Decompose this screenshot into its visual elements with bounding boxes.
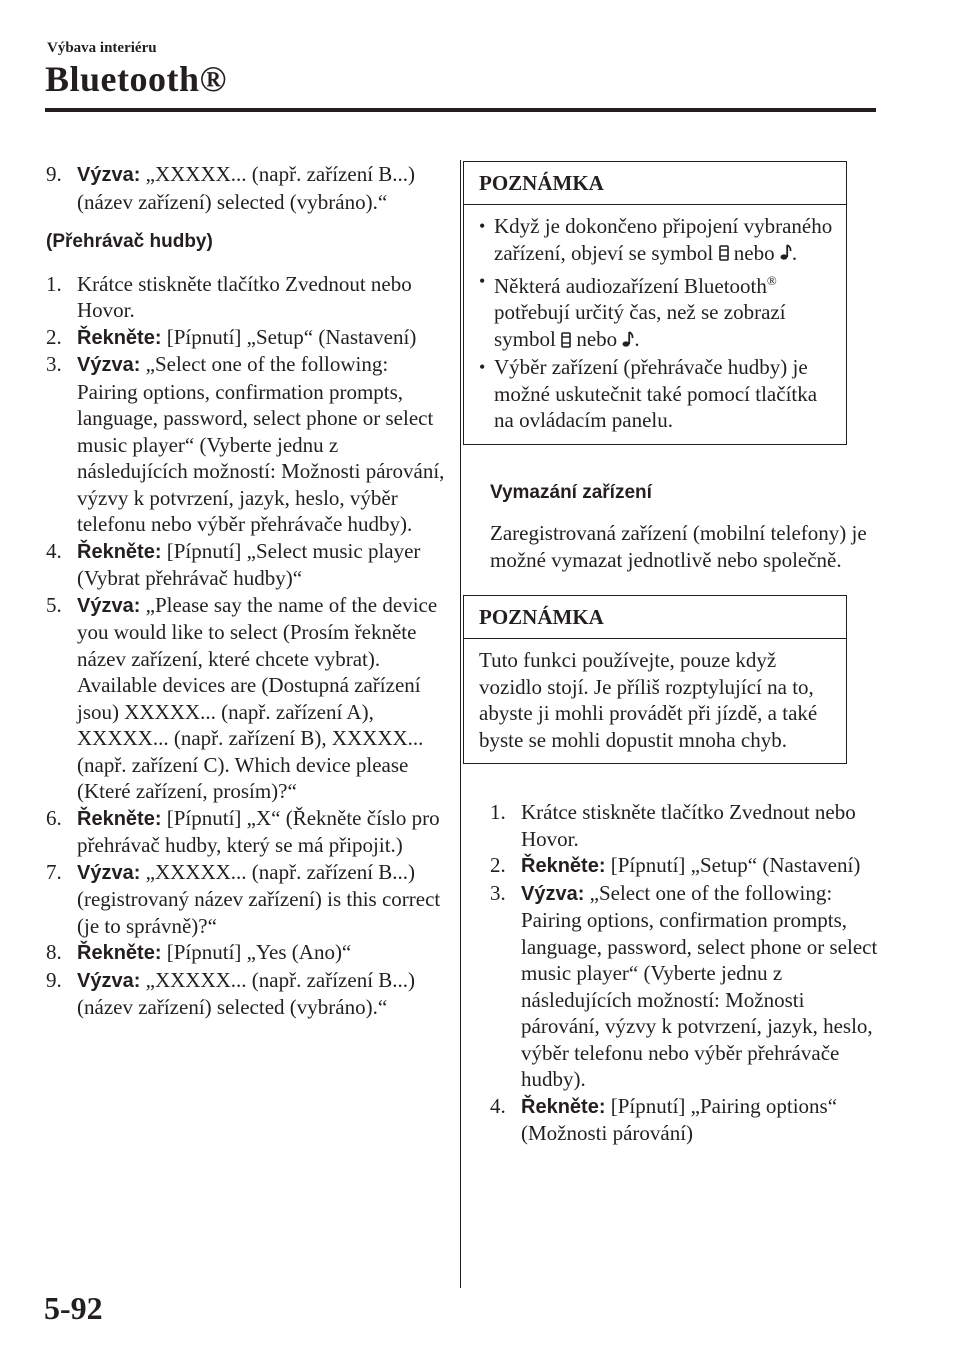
phone-icon [719, 241, 729, 268]
item-text: Krátce stiskněte tlačítko Zvednout nebo Hovor. [521, 800, 856, 851]
note-bullet [479, 268, 834, 354]
bullet-text: Některá audiozařízení Bluetooth [494, 273, 767, 298]
item-number: 9. [46, 162, 62, 186]
item-number: 1. [46, 271, 62, 296]
item-label: Výzva: [77, 594, 141, 617]
note-bullet [479, 213, 834, 268]
item-label: Výzva: [77, 861, 141, 884]
item-label: Výzva: [521, 882, 585, 905]
item-number: 3. [46, 352, 62, 376]
note-body [464, 639, 846, 763]
bullet-text: Výběr zařízení (přehrávače hudby) je možné uskutečnit také pomocí tlačítka na ovládacím panelu. [494, 355, 818, 433]
item-text: [Pípnutí] „Yes (Ano)“ [161, 940, 352, 964]
list-item [46, 538, 446, 592]
delete-heading: Vymazání zařízení [490, 481, 652, 503]
column-divider [460, 160, 461, 1288]
bullet-dot: • [479, 216, 486, 236]
item-label: Řekněte: [77, 807, 162, 830]
list-item [46, 351, 446, 538]
item-text: „XXXXX... (např. zařízení B...) (registrovaný název zařízení) is this correct (je to správně)?“ [77, 859, 441, 938]
item-number: 1. [490, 800, 506, 825]
list-item [46, 967, 446, 1021]
note-bullet [479, 354, 834, 434]
list-item [490, 880, 878, 1093]
item-text: Krátce stiskněte tlačítko Zvednout nebo Hovor. [77, 271, 412, 322]
item-number: 8. [46, 940, 62, 964]
item-label: Řekněte: [77, 942, 162, 964]
item-text: [Pípnutí] „X“ (Řekněte číslo pro přehrávač hudby, který se má připojit.) [77, 805, 440, 857]
page-number: 5-92 [44, 1290, 103, 1326]
section-label: Výbava interiéru [47, 40, 157, 56]
item-label: Řekněte: [521, 1095, 606, 1118]
item-label: Výzva: [77, 969, 141, 992]
list-item [490, 1093, 878, 1147]
right-column [479, 161, 878, 1147]
item-number: 2. [46, 324, 62, 349]
item-number: 9. [46, 967, 62, 992]
registered-mark: ® [766, 272, 777, 288]
note-title: POZNÁMKA [464, 162, 846, 205]
item-label: Výzva: [77, 354, 141, 376]
list-item [46, 859, 446, 940]
list-item [490, 799, 878, 852]
bullet-text: . [791, 240, 798, 265]
bullet-text: Když je dokončeno připojení vybraného zařízení, objeví se symbol [494, 214, 833, 265]
list-item [490, 852, 878, 880]
item-text: [Pípnutí] „Setup“ (Nastavení) [161, 324, 417, 349]
music-note-icon [622, 328, 634, 355]
left-column [46, 161, 446, 1021]
item-text: „XXXXX... (např. zařízení B...) (název zařízení) selected (vybráno).“ [77, 967, 416, 1019]
item-number: 2. [490, 853, 506, 878]
bullet-dot: • [479, 270, 486, 291]
list-item [46, 592, 446, 805]
note-title: POZNÁMKA [464, 596, 846, 639]
item-number: 7. [46, 859, 62, 884]
delete-paragraph: Zaregistrovaná zařízení (mobilní telefony) je možné vymazat jednotlivě nebo společně. [490, 521, 867, 572]
item-number: 6. [46, 805, 62, 830]
music-note-icon [780, 241, 792, 268]
note-body [464, 205, 846, 444]
page-title: Bluetooth® [45, 59, 227, 99]
item-label: Řekněte: [77, 326, 162, 349]
note-box [463, 595, 847, 764]
item-label: Řekněte: [77, 540, 162, 563]
item-text: „Select one of the following: Pairing options, confirmation prompts, language, password, select phone or select music player“ (Vyberte jednu z následujících možností: Možnosti párování, výzvy k potvrzení, jazyk, heslo, výběr telefonu nebo výběr přehrávače hudby). [521, 880, 878, 1092]
list-item [46, 271, 446, 324]
item-number: 3. [490, 880, 506, 905]
list-item [46, 324, 446, 352]
list-item [46, 161, 446, 215]
item-text: [Pípnutí] „Select music player (Vybrat přehrávač hudby)“ [77, 538, 421, 590]
bullet-text: nebo [571, 326, 623, 351]
bullet-text: potřebují určitý čas, než se zobrazí symbol [494, 300, 786, 351]
subheading-music-player: (Přehrávač hudby) [46, 231, 213, 252]
note-text: Tuto funkci používejte, pouze když vozidlo stojí. Je příliš rozptylující na to, abyste ji mohli provádět při jízdě, a také byste se mohli dopustit mnoha chyb. [479, 648, 818, 752]
phone-icon [561, 328, 571, 355]
bullet-text: nebo [728, 240, 780, 265]
item-text: „Please say the name of the device you would like to select (Prosím řekněte název zařízení, které chcete vybrat). Available devices are (Dostupná zařízení jsou) XXXXX... (např. zařízení A), XXXXX... (např. zařízení B), XXXXX... (např. zařízení C). Which device please (Které zařízení, prosím)?“ [77, 592, 438, 803]
list-item [46, 805, 446, 859]
note-box [463, 161, 847, 445]
item-text: [Pípnutí] „Setup“ (Nastavení) [605, 853, 861, 878]
bullet-dot: • [479, 357, 486, 378]
list-item [46, 939, 446, 967]
item-text: [Pípnutí] „Pairing options“ (Možnosti párování) [521, 1093, 838, 1146]
item-text: „XXXXX... (např. zařízení B...) (název zařízení) selected (vybráno).“ [77, 162, 416, 214]
header-rule [45, 108, 876, 112]
item-number: 4. [490, 1093, 506, 1118]
item-number: 4. [46, 538, 62, 563]
item-text: „Select one of the following: Pairing options, confirmation prompts, language, password, select phone or select music player“ (Vyberte jednu z následujících možností: Možnosti párování, výzvy k potvrzení, jazyk, heslo, výběr telefonu nebo výběr přehrávače hudby). [77, 352, 445, 536]
item-number: 5. [46, 592, 62, 617]
item-label: Výzva: [77, 164, 141, 186]
item-label: Řekněte: [521, 855, 606, 878]
bullet-text: . [634, 326, 640, 351]
